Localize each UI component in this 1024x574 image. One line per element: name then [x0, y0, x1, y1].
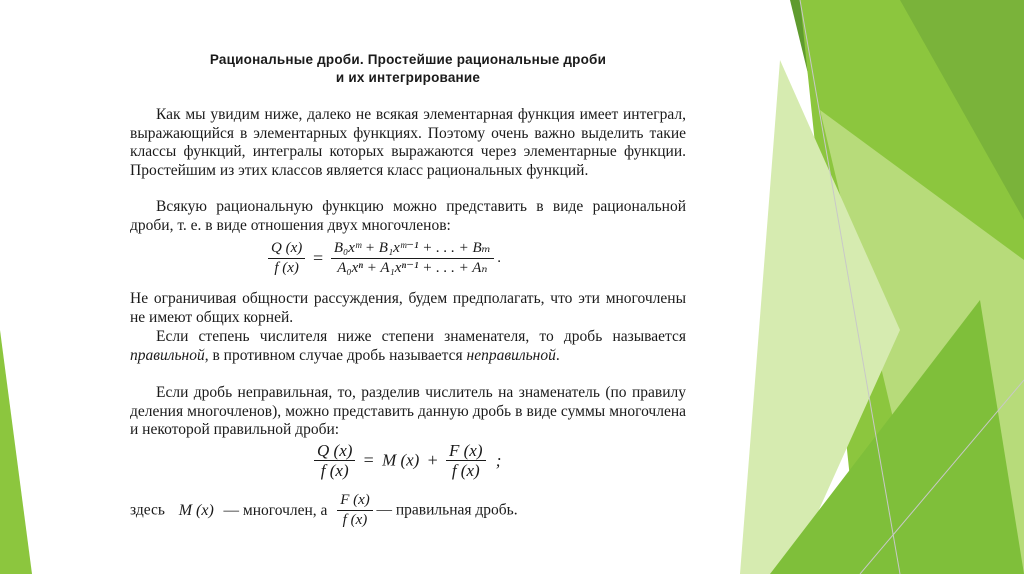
paragraph-rational-representation: Всякую рациональную функцию можно представить в виде рациональной дроби, т. е. в виде отношения двух многочленов: [130, 198, 686, 234]
formula2-equals: = [363, 450, 374, 470]
term-improper: неправильной [466, 346, 556, 364]
paragraph-proper-improper [130, 328, 686, 365]
formula-rational-fraction [268, 240, 501, 277]
closing-suffix: — правильная дробь. [376, 501, 518, 519]
formula2-lhs-denominator: f (x) [320, 461, 349, 480]
paragraph-improper-division: Если дробь неправильная, то, разделив числитель на знаменатель (по правилу деления многочленов), можно представить данную дробь в виде суммы многочлена и некоторой правильной дроби: [130, 384, 686, 439]
formula-decomposition [314, 442, 501, 479]
document-title-line1: Рациональные дроби. Простейшие рациональные дроби [209, 52, 607, 67]
formula1-end: . [497, 250, 502, 266]
formula1-lhs-denominator: f (x) [274, 260, 299, 276]
formula1-rhs-denominator: A₀xⁿ + A₁xⁿ⁻¹ + . . . + Aₙ [337, 260, 488, 276]
formula2-rhs-fraction [446, 442, 486, 479]
formula1-rhs-fraction [331, 240, 494, 277]
closing-prefix: здесь [130, 501, 165, 519]
formula1-lhs-numerator: Q (x) [268, 240, 305, 259]
formula2-rhs-numerator: F (x) [446, 442, 486, 461]
document-title-line2: и их интегрирование [335, 70, 481, 85]
paragraph-intro: Как мы увидим ниже, далеко не всякая элементарная функция имеет интеграл, выражающийся в элементарных функциях. Поэтому очень важно выделить такие классы функций, интегралы которых выражаются через элементарные функции. Простейшим из этих классов является класс рациональных функций. [130, 106, 686, 179]
formula2-lhs-fraction [314, 442, 355, 479]
closing-polynomial: M (x) [178, 501, 214, 519]
para4-text-a: Если степень числителя ниже степени знаменателя, то дробь называется [156, 328, 686, 345]
para4-text-b: , в противном случае дробь называется [204, 346, 467, 364]
closing-middle: — многочлен, а [223, 501, 328, 519]
formula1-rhs-numerator: B₀xᵐ + B₁xᵐ⁻¹ + . . . + Bₘ [331, 240, 494, 259]
closing-fraction-numerator: F (x) [337, 492, 373, 511]
formula2-plus: + [427, 450, 438, 470]
formula2-rhs-denominator: f (x) [451, 461, 480, 480]
para4-text-c: . [555, 346, 560, 364]
formula2-end: ; [495, 450, 502, 470]
formula1-equals: = [312, 248, 324, 268]
closing-fraction-denominator: f (x) [342, 512, 368, 528]
paragraph-no-common-roots: Не ограничивая общности рассуждения, будем предполагать, что эти многочлены не имеют общих корней. [130, 290, 686, 326]
document-page [118, 38, 698, 538]
term-proper: правильной [130, 346, 205, 364]
formula2-lhs-numerator: Q (x) [314, 442, 355, 461]
closing-line [130, 492, 518, 529]
formula2-polynomial: M (x) [382, 450, 420, 470]
formula1-lhs-fraction [268, 240, 305, 277]
closing-fraction [337, 492, 373, 529]
green-strip-left [0, 330, 32, 574]
